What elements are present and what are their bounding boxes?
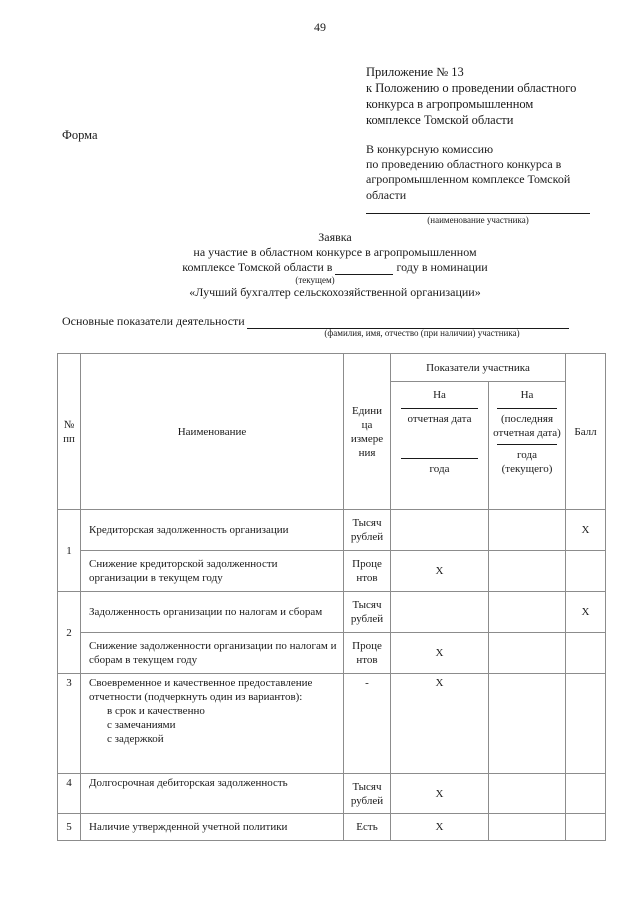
cell-reporting[interactable] <box>391 510 489 551</box>
cell-score[interactable]: Х <box>566 510 606 551</box>
cell-last-reporting[interactable] <box>489 814 566 841</box>
cell-score[interactable]: Х <box>566 592 606 633</box>
header-col2-mid: (последняя отчетная дата) <box>493 413 561 439</box>
appendix-line: комплексе Томской области <box>366 113 514 127</box>
row-name: Наличие утвержденной учетной политики <box>81 814 344 841</box>
row-name: Кредиторская задолженность организации <box>81 510 344 551</box>
indicators-line <box>62 314 569 329</box>
row-unit: Тысяч рублей <box>344 774 391 814</box>
title-line: на участие в областном конкурсе в агропромышленном <box>193 245 477 259</box>
table-row <box>58 774 606 814</box>
addressee-line: по проведению областного конкурса в <box>366 157 562 172</box>
participant-name-caption: (наименование участника) <box>427 215 529 225</box>
cell-score[interactable] <box>566 814 606 841</box>
participant-name-field[interactable] <box>366 213 590 214</box>
page-number: 49 <box>314 20 326 34</box>
row-unit: - <box>344 674 391 774</box>
cell-reporting[interactable]: Х <box>391 551 489 592</box>
table-row <box>58 551 606 592</box>
indicators-label: Основные показатели деятельности <box>62 314 245 328</box>
table-row <box>58 814 606 841</box>
table-row <box>58 674 606 774</box>
cell-last-reporting[interactable] <box>489 551 566 592</box>
appendix-header <box>366 64 576 128</box>
header-name: Наименование <box>81 354 344 510</box>
header-last-reporting-date <box>489 382 566 510</box>
row-number: 1 <box>58 510 81 592</box>
year-field[interactable] <box>335 262 393 275</box>
table-row <box>58 592 606 633</box>
header-col2-top: На <box>520 389 534 401</box>
row-name: Снижение задолженности организации по налогам и сборам в текущем году <box>81 633 344 674</box>
appendix-line: конкурса в агропромышленном <box>366 97 534 111</box>
reporting-option[interactable]: с замечаниями <box>107 719 176 731</box>
row-unit: Есть <box>344 814 391 841</box>
header-col2-bot: года (текущего) <box>501 449 553 475</box>
row-unit: Проце нтов <box>344 551 391 592</box>
table-row <box>58 510 606 551</box>
header-num: № пп <box>58 354 81 510</box>
row-number: 2 <box>58 592 81 674</box>
nomination-title: «Лучший бухгалтер сельскохозяйственной организации» <box>189 285 481 299</box>
header-unit: Едини ца измере ния <box>344 354 391 510</box>
appendix-line: Приложение № 13 <box>366 65 464 79</box>
row-unit: Тысяч рублей <box>344 510 391 551</box>
form-label: Форма <box>62 128 98 142</box>
cell-score[interactable] <box>566 774 606 814</box>
row-name: Снижение кредиторской задолженности организации в текущем году <box>81 551 344 592</box>
indicators-caption: (фамилия, имя, отчество (при наличии) участника) <box>324 328 520 338</box>
cell-score[interactable] <box>566 551 606 592</box>
cell-last-reporting[interactable] <box>489 674 566 774</box>
cell-last-reporting[interactable] <box>489 633 566 674</box>
header-col1-mid: отчетная дата <box>407 413 472 425</box>
addressee-line: В конкурсную комиссию <box>366 142 494 156</box>
cell-score[interactable] <box>566 633 606 674</box>
row-unit: Тысяч рублей <box>344 592 391 633</box>
header-participant: Показатели участника <box>391 354 566 382</box>
row-name-with-options <box>81 674 344 774</box>
row-name: Своевременное и качественное предоставление отчетности (подчеркнуть один из вариантов): <box>89 677 313 703</box>
title-line-with-year <box>0 260 640 275</box>
header-col1-top: На <box>433 389 446 401</box>
row-name: Долгосрочная дебиторская задолженность <box>81 774 344 814</box>
application-title <box>0 230 640 300</box>
addressee-line: агропромышленном комплексе Томской <box>366 172 571 187</box>
cell-last-reporting[interactable] <box>489 774 566 814</box>
appendix-line: к Положению о проведении областного <box>366 81 577 95</box>
row-number: 4 <box>58 774 81 814</box>
reporting-option[interactable]: в срок и качественно <box>107 705 205 717</box>
cell-reporting[interactable]: Х <box>391 674 489 774</box>
title-line-part: комплексе Томской области в <box>182 260 333 274</box>
title-line-part: году в номинации <box>396 260 488 274</box>
header-score: Балл <box>566 354 606 510</box>
table-row <box>58 633 606 674</box>
addressee-line: области <box>366 187 407 202</box>
row-number: 3 <box>58 674 81 774</box>
cell-reporting[interactable]: Х <box>391 814 489 841</box>
cell-last-reporting[interactable] <box>489 510 566 551</box>
cell-reporting[interactable]: Х <box>391 774 489 814</box>
title-heading: Заявка <box>318 230 352 244</box>
cell-reporting[interactable] <box>391 592 489 633</box>
cell-score[interactable] <box>566 674 606 774</box>
cell-last-reporting[interactable] <box>489 592 566 633</box>
row-number: 5 <box>58 814 81 841</box>
header-reporting-date <box>391 382 489 510</box>
row-name: Задолженность организации по налогам и сборам <box>81 592 344 633</box>
addressee-block <box>366 142 606 203</box>
header-col1-bot: года <box>429 463 450 475</box>
reporting-option[interactable]: с задержкой <box>107 733 164 745</box>
indicators-table <box>57 353 606 841</box>
cell-reporting[interactable]: Х <box>391 633 489 674</box>
row-unit: Проце нтов <box>344 633 391 674</box>
year-caption: (текущем) <box>295 275 335 285</box>
